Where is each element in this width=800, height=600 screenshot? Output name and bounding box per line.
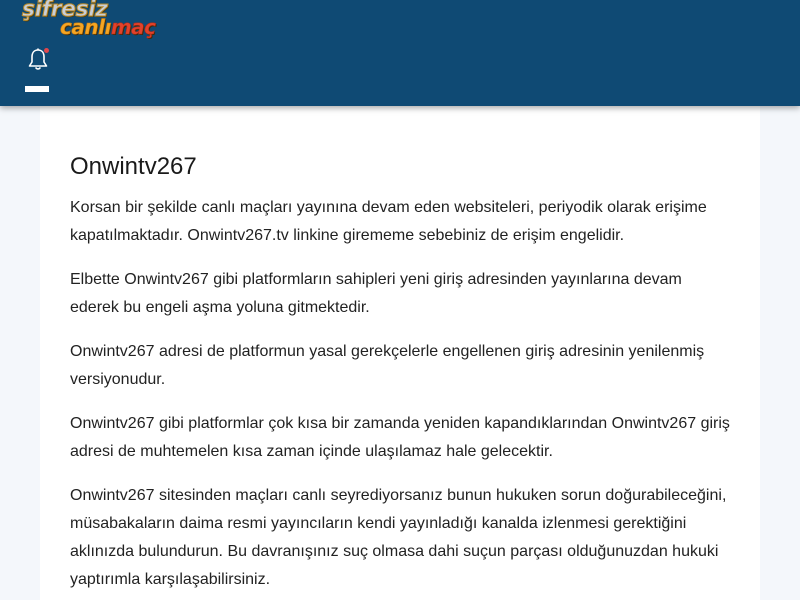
article-paragraph-1: Korsan bir şekilde canlı maçları yayınına devam eden websiteleri, periyodik olarak erişime kapatılmaktadır. Onwintv267.tv linkine girememe sebebiniz de erişim engelidir. [70, 199, 707, 244]
article-paragraph-3: Onwintv267 adresi de platformun yasal gerekçelerle engellenen giriş adresinin yenilenmiş versiyonudur. [70, 343, 705, 388]
article-paragraph-5: Onwintv267 sitesinden maçları canlı seyrediyorsanız bunun hukuken sorun doğurabileceğini, müsabakaların daima resmi yayıncıların kendi yayınladığı kanalda izlenmesi gerektiğini aklınızda bulundurun. Bu davranışınız suç olmasa dahi suçun parçası olduğunuzdan hukuki yaptırımla karşılaşabilirsiniz. [70, 487, 727, 588]
logo-text-sifresiz: şifresiz [22, 0, 108, 22]
notifications-button[interactable] [27, 48, 51, 72]
menu-toggle-button[interactable] [25, 86, 49, 92]
logo-text-canli-mac [60, 16, 156, 38]
article-paragraph-4: Onwintv267 gibi platformlar çok kısa bir zamanda yeniden kapandıklarından Onwintv267 giriş adresi de muhtemelen kısa zaman içinde ulaşılamaz hale gelecektir. [70, 415, 730, 460]
article-paragraph-2: Elbette Onwintv267 gibi platformların sahipleri yeni giriş adresinden yayınlarına devam ederek bu engeli aşma yoluna gitmektedir. [70, 271, 682, 316]
logo-text-canli: canlı [60, 15, 111, 39]
page-title: Onwintv267 [70, 153, 197, 180]
logo-text-mac: maç [110, 15, 156, 39]
article-card [40, 106, 760, 600]
site-logo[interactable] [20, 0, 170, 42]
notification-badge [44, 48, 49, 53]
site-header [0, 0, 800, 106]
